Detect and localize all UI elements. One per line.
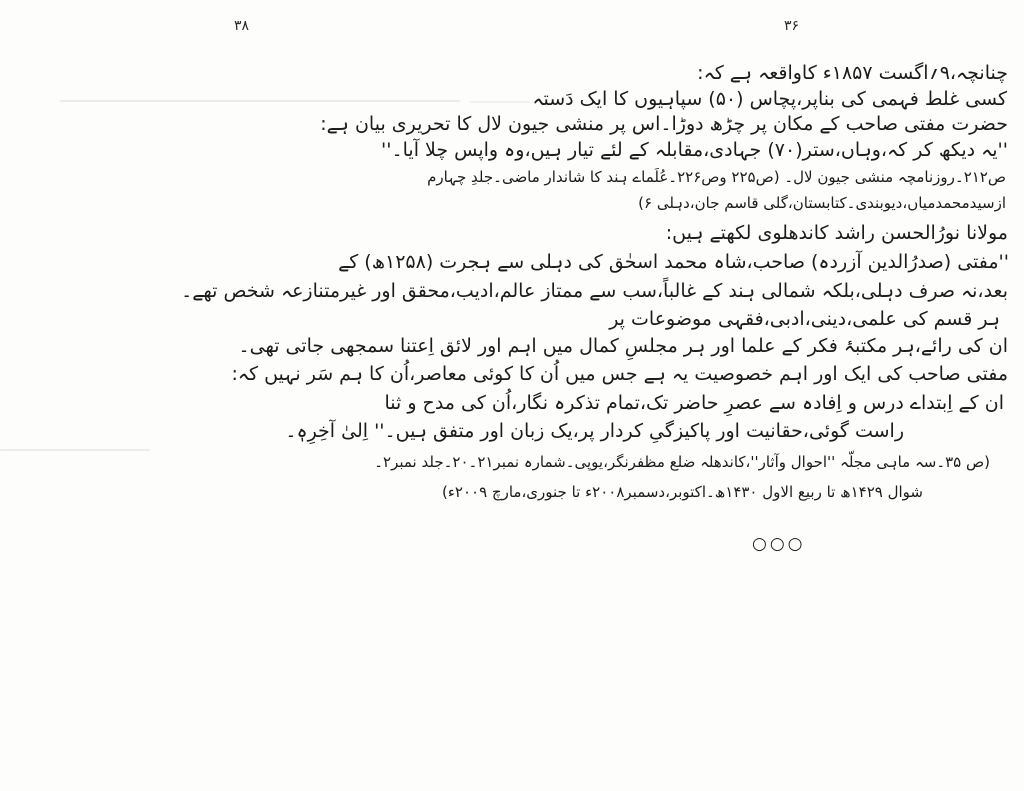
quote-line: راست گوئی،حقانیت اور پاکیزگیِ کردار پر،یک زبان اور متفق ہیں۔'' اِلیٰ آخِرِہٖ۔	[285, 420, 904, 442]
quote-line: ''یہ دیکھ کر کہ،وہاں،ستر(۷۰) جہادی،مقابلہ کے لئے تیار ہیں،وہ واپس چلا آیا۔''	[381, 139, 1008, 161]
body-line: حضرت مفتی صاحب کے مکان پر چڑھ دوڑا۔اس پر منشی جیون لال کا تحریری بیان ہے:	[320, 113, 1008, 135]
end-of-section-ornament: ○○○	[752, 534, 806, 554]
body-line: مولانا نورُالحسن راشد کاندھلوی لکھتے ہیں:	[665, 222, 1008, 244]
quote-line: ان کی رائے،ہر مکتبۂ فکر کے علما اور ہر مجلسِ کمال میں اہم اور لائق اِعتنا سمجھی جاتی تھی۔	[238, 335, 1008, 357]
quote-line: ''مفتی (صدرُالدین آزردہ) صاحب،شاہ محمد اسحٰق کی دہلی سے ہجرت (۱۲۵۸ھ) کے	[338, 251, 1009, 273]
scan-artifact	[60, 100, 460, 102]
quote-line: مفتی صاحب کی ایک اور اہم خصوصیت یہ ہے جس میں اُن کا کوئی معاصر،اُن کا ہم سَر نہیں کہ:	[231, 363, 1008, 385]
page-number-right: ۳۶	[784, 18, 800, 34]
quote-line: ہر قسم کی علمی،دینی،ادبی،فقہی موضوعات پر	[609, 308, 1000, 330]
quote-line: کسی غلط فہمی کی بناپر،پچاس (۵۰) سپاہیوں کا ایک دَستہ	[532, 88, 1007, 110]
citation-line: (ص ۳۵۔سہ ماہی مجلّہ ''احوال وآثار''،کاندھلہ ضلع مظفرنگر،یوپی۔شمارہ نمبر۲۱۔۲۰۔جلد نمبر۲۔	[374, 453, 990, 471]
citation-line: شوال ۱۴۲۹ھ تا ربیع الاول ۱۴۳۰ھ۔اکتوبر،دسمبر۲۰۰۸ء تا جنوری،مارچ ۲۰۰۹ء)	[442, 483, 923, 501]
body-line: چنانچہ،۹؍اگست ۱۸۵۷ء کاواقعہ ہے کہ:	[697, 62, 1008, 84]
quote-line: بعد،نہ صرف دہلی،بلکہ شمالی ہند کے غالباً،سب سے ممتاز عالم،ادیب،محقق اور غیرمتنازعہ شخص تھے۔	[181, 280, 1008, 302]
scan-artifact	[470, 101, 530, 103]
quote-line: ان کے اِبتداے درس و اِفادہ سے عصرِ حاضر تک،تمام تذکرہ نگار،اُن کی مدح و ثنا	[384, 392, 1004, 414]
scan-artifact	[0, 449, 150, 451]
citation-line: ص۲۱۲۔روزنامچہ منشی جیون لال۔ (ص۲۲۵ وص۲۲۶۔عُلَماے ہند کا شاندار ماضی۔جلدِ چہارم	[427, 168, 1006, 186]
page-number-left: ۳۸	[234, 18, 250, 34]
citation-line: ازسیدمحمدمیاں،دیوبندی۔کتابستان،گلی قاسم جان،دہلی ۶)	[638, 194, 1006, 212]
